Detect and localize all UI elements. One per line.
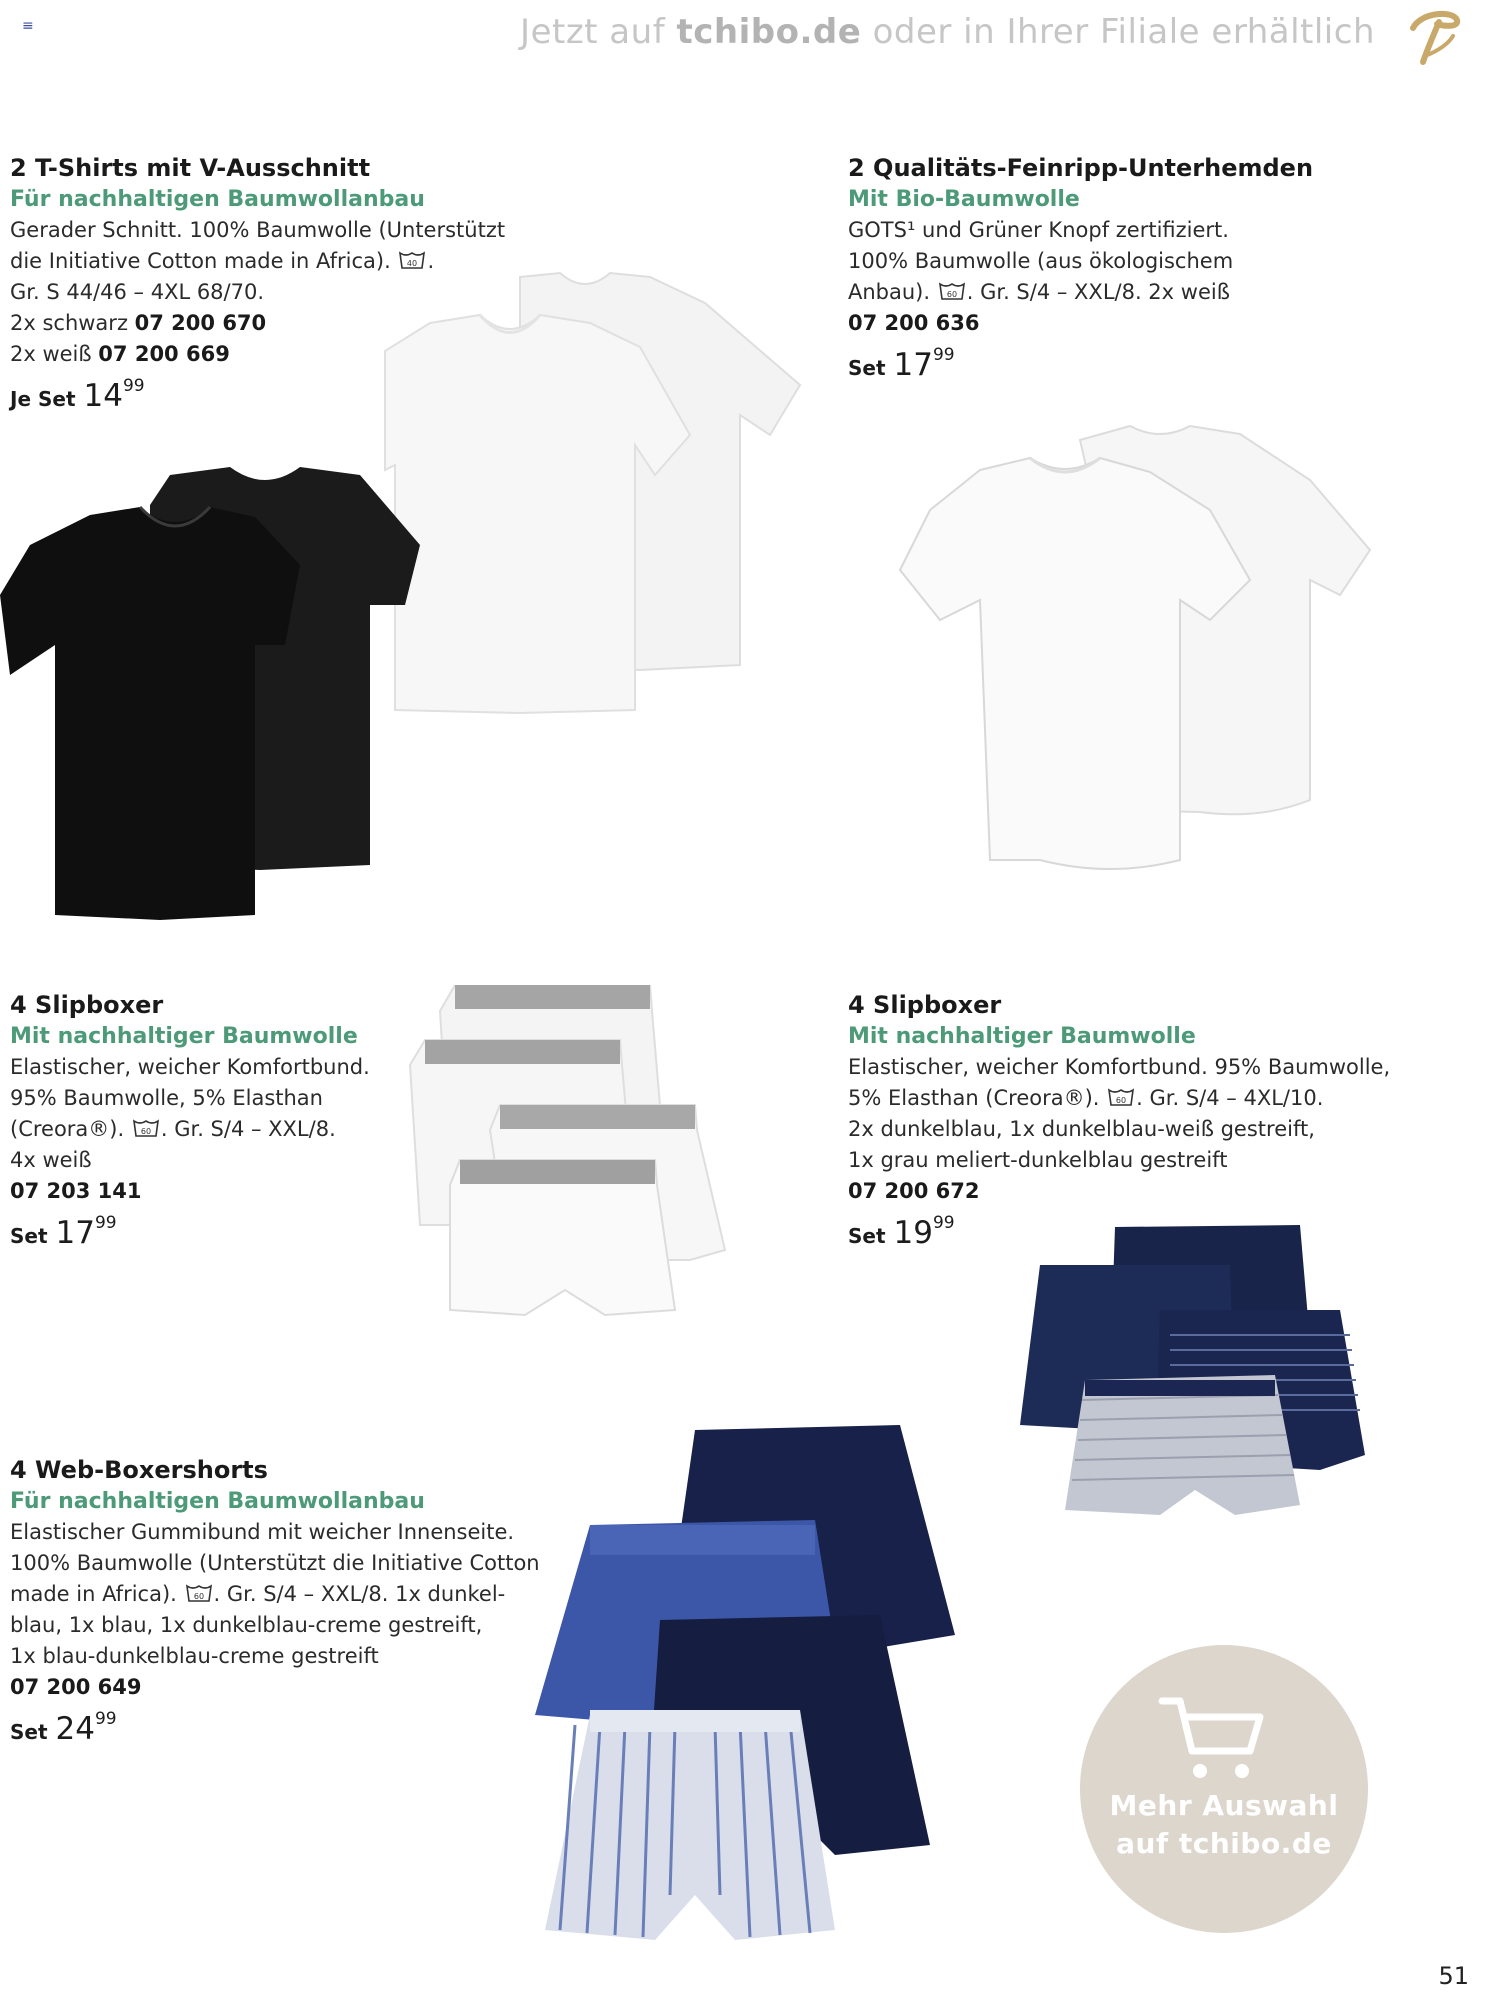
tchibo-link[interactable]: tchibo.de xyxy=(676,12,862,52)
shopping-cart-icon xyxy=(1158,1695,1268,1785)
white-slipboxer-image xyxy=(390,985,730,1325)
product-subtitle: Mit nachhaltiger Baumwolle xyxy=(10,1024,358,1049)
product-desc-line: 1x grau meliert-dunkelblau gestreift xyxy=(848,1148,1228,1172)
price: Set $24^{99}$ xyxy=(10,1709,117,1747)
tshirts-image xyxy=(0,265,820,925)
product-desc-line: Gerader Schnitt. 100% Baumwolle (Unterstützt xyxy=(10,218,506,242)
banner-prefix: Jetzt auf xyxy=(520,12,677,52)
article-number: 07 200 649 xyxy=(10,1675,142,1699)
article-number: 07 203 141 xyxy=(10,1179,142,1203)
product-subtitle: Für nachhaltigen Baumwollanbau xyxy=(10,1489,425,1514)
article-number-line xyxy=(848,308,1408,339)
product-desc-line: 1x blau-dunkelblau-creme gestreift xyxy=(10,1644,379,1668)
svg-text:60: 60 xyxy=(946,290,957,299)
more-choice-label: Mehr Auswahl auf tchibo.de xyxy=(1109,1789,1339,1860)
variant-line: 2x schwarz 07 200 670 xyxy=(10,311,267,335)
menu-icon[interactable]: ≡ xyxy=(22,18,34,34)
availability-banner xyxy=(520,12,1375,52)
product-title: 4 Slipboxer xyxy=(848,991,1002,1019)
price: Set $17^{99}$ xyxy=(848,345,955,383)
product-desc-line: 2x dunkelblau, 1x dunkelblau-weiß gestreift, xyxy=(848,1117,1315,1141)
product-title: 2 T-Shirts mit V-Ausschnitt xyxy=(10,154,371,182)
product-desc-line: die Initiative Cotton made in Africa). 40 . xyxy=(10,249,435,273)
navy-slipboxer-image xyxy=(1020,1225,1370,1525)
product-subtitle: Mit Bio-Baumwolle xyxy=(848,187,1080,212)
product-boxershorts xyxy=(10,1455,570,1747)
product-desc-line: blau, 1x blau, 1x dunkelblau-creme gestreift, xyxy=(10,1613,483,1637)
product-desc-line: Elastischer, weicher Komfortbund. xyxy=(10,1055,370,1079)
article-number-line xyxy=(10,1672,570,1703)
price: Set $17^{99}$ xyxy=(10,1213,117,1251)
product-subtitle: Für nachhaltigen Baumwollanbau xyxy=(10,187,425,212)
product-desc-line: 5% Elasthan (Creora®). 60 . Gr. S/4 – 4XL/10. xyxy=(848,1086,1324,1110)
svg-text:40: 40 xyxy=(407,259,418,268)
product-desc-line: made in Africa). 60 . Gr. S/4 – XXL/8. 1x dunkel- xyxy=(10,1582,506,1606)
svg-text:60: 60 xyxy=(1116,1096,1127,1105)
product-desc-line: 4x weiß xyxy=(10,1148,92,1172)
product-slipboxer-navy xyxy=(848,990,1448,1251)
product-desc-line: (Creora®). 60 . Gr. S/4 – XXL/8. xyxy=(10,1117,336,1141)
wash-care-icon xyxy=(939,282,965,301)
product-subtitle: Mit nachhaltiger Baumwolle xyxy=(848,1024,1196,1049)
svg-text:60: 60 xyxy=(193,1592,204,1601)
product-desc-line: 100% Baumwolle (Unterstützt die Initiative Cotton xyxy=(10,1551,540,1575)
article-number: 07 200 670 xyxy=(134,311,267,335)
web-boxershorts-image xyxy=(535,1425,975,1945)
wash-care-icon xyxy=(133,1119,159,1138)
article-number: 07 200 636 xyxy=(848,311,980,335)
product-desc-line: 100% Baumwolle (aus ökologischem xyxy=(848,249,1234,273)
product-title: 4 Slipboxer xyxy=(10,991,164,1019)
price: Je Set $14^{99}$ xyxy=(10,376,145,414)
product-desc-line: 95% Baumwolle, 5% Elasthan xyxy=(10,1086,323,1110)
undershirts-image xyxy=(880,420,1380,870)
more-choice-button[interactable] xyxy=(1080,1645,1368,1933)
product-undershirts xyxy=(848,153,1408,383)
product-title: 4 Web-Boxershorts xyxy=(10,1456,268,1484)
product-desc-line: Gr. S 44/46 – 4XL 68/70. xyxy=(10,280,265,304)
product-desc-line: Elastischer, weicher Komfortbund. 95% Baumwolle, xyxy=(848,1055,1391,1079)
wash-care-icon xyxy=(1108,1088,1134,1107)
product-title: 2 Qualitäts-Feinripp-Unterhemden xyxy=(848,154,1314,182)
product-desc-line: GOTS¹ und Grüner Knopf zertifiziert. xyxy=(848,218,1229,242)
banner-suffix: oder in Ihrer Filiale erhältlich xyxy=(861,12,1375,52)
svg-text:60: 60 xyxy=(140,1127,151,1136)
page-number: 51 xyxy=(1438,1962,1469,1990)
tchibo-logo-icon xyxy=(1403,6,1465,68)
product-desc-line: Elastischer Gummibund mit weicher Innenseite. xyxy=(10,1520,515,1544)
wash-care-icon xyxy=(186,1584,212,1603)
article-number-line xyxy=(848,1176,1448,1207)
article-number: 07 200 669 xyxy=(98,342,230,366)
article-number: 07 200 672 xyxy=(848,1179,980,1203)
price: Set $19^{99}$ xyxy=(848,1213,955,1251)
variant-line: 2x weiß 07 200 669 xyxy=(10,342,230,366)
product-desc-line: Anbau). 60 . Gr. S/4 – XXL/8. 2x weiß xyxy=(848,280,1230,304)
